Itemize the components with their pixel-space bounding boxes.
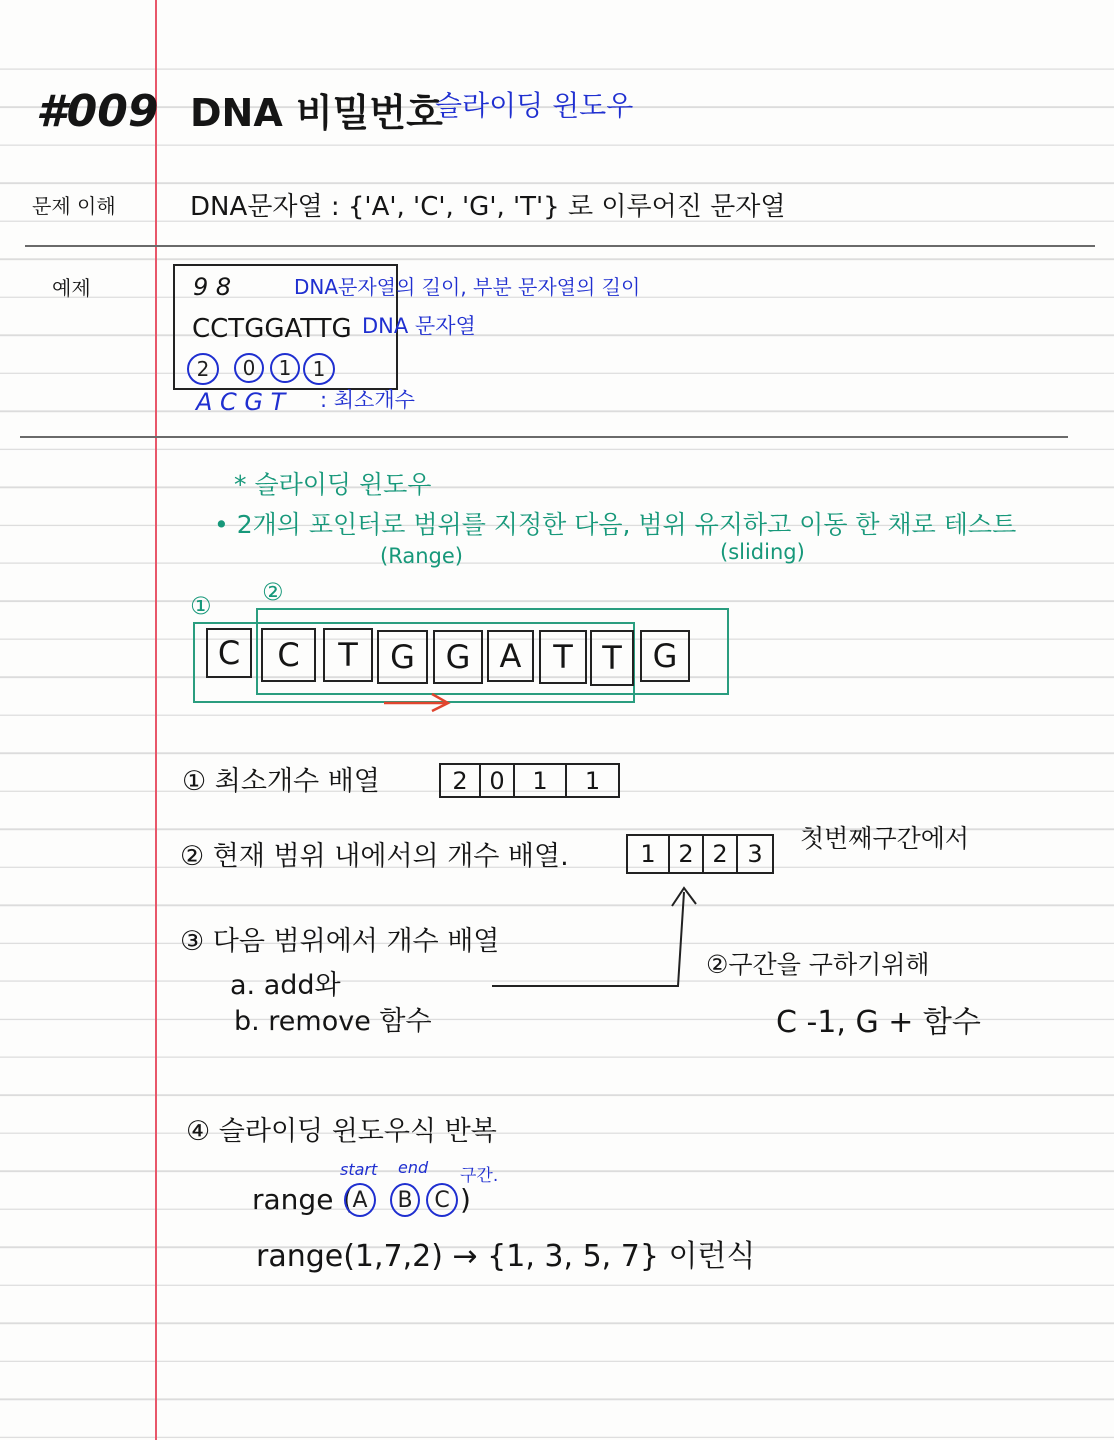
dna-cell: T [590,630,634,686]
arg-label: 구간. [460,1166,499,1186]
example-label: 예제 [52,276,91,300]
count-array-cell: 2 [668,834,704,874]
step1-label: ① 최소개수 배열 [182,766,380,797]
example-bases: A C G T [196,388,286,416]
problem-number: #009 [36,86,159,137]
topic-tag: 슬라이딩 윈도우 [435,89,634,122]
min-count-circle: 1 [303,353,335,385]
range-prefix: range ( [252,1183,354,1216]
step4-label: ④ 슬라이딩 윈도우식 반복 [186,1116,497,1147]
step3-note2: C -1, G + 함수 [776,1005,981,1040]
concept-heading: * 슬라이딩 윈도우 [234,470,432,499]
count-array-cell: 3 [736,834,774,874]
dna-cell: A [487,630,534,682]
step2-label: ② 현재 범위 내에서의 개수 배열. [180,841,569,872]
example-numbers: 9 8 [193,273,232,301]
step3-b: b. remove 함수 [234,1006,432,1037]
arg-label: start [340,1160,378,1179]
range-example: range(1,7,2) → {1, 3, 5, 7} 이런식 [256,1239,756,1274]
example-dna: CCTGGATTG [192,314,352,344]
min-count-circle: 0 [234,353,264,383]
step3-a: a. add와 [230,970,341,1001]
dna-cell: T [539,630,587,684]
slide-arrow [384,694,448,711]
step3-note1: ②구간을 구하기위해 [706,950,930,979]
min-array-cell: 1 [513,763,567,798]
sliding-word: (sliding) [720,540,805,564]
example-dna-note: DNA 문자열 [362,314,476,338]
min-count-circle: 1 [270,353,300,383]
dna-cell: G [640,630,690,682]
count-array-cell: 1 [626,834,670,874]
min-array-cell: 0 [479,763,515,798]
range-arg-circle: A [344,1183,376,1217]
connector-arrow [492,888,696,986]
dna-cell: C [261,628,316,682]
dna-cell: C [206,628,252,678]
page-title: DNA 비밀번호 [190,91,443,135]
understanding-label: 문제 이해 [32,194,116,218]
example-bases-note: : 최소개수 [320,388,415,412]
range-word: (Range) [380,544,463,568]
example-numbers-note: DNA문자열의 길이, 부분 문자열의 길이 [294,275,641,299]
concept-bullet: • 2개의 포인터로 범위를 지정한 다음, 범위 유지하고 이동 한 채로 테스트 [214,510,1017,539]
min-array-cell: 2 [439,763,481,798]
window-label: ① [190,592,212,620]
arg-label: end [398,1158,429,1177]
step2-note: 첫번째구간에서 [800,824,970,853]
min-array-cell: 1 [565,763,620,798]
window-label: ② [262,578,284,606]
range-arg-circle: C [426,1183,458,1217]
dna-cell: T [323,628,373,682]
range-suffix: ) [460,1183,471,1216]
count-array-cell: 2 [702,834,738,874]
min-count-circle: 2 [187,353,219,385]
understanding-content: DNA문자열 : {'A', 'C', 'G', 'T'} 로 이루어진 문자열 [190,192,786,222]
dna-cell: G [433,630,483,684]
step3-label: ③ 다음 범위에서 개수 배열 [180,926,500,957]
dna-cell: G [377,630,428,684]
range-arg-circle: B [390,1183,420,1217]
